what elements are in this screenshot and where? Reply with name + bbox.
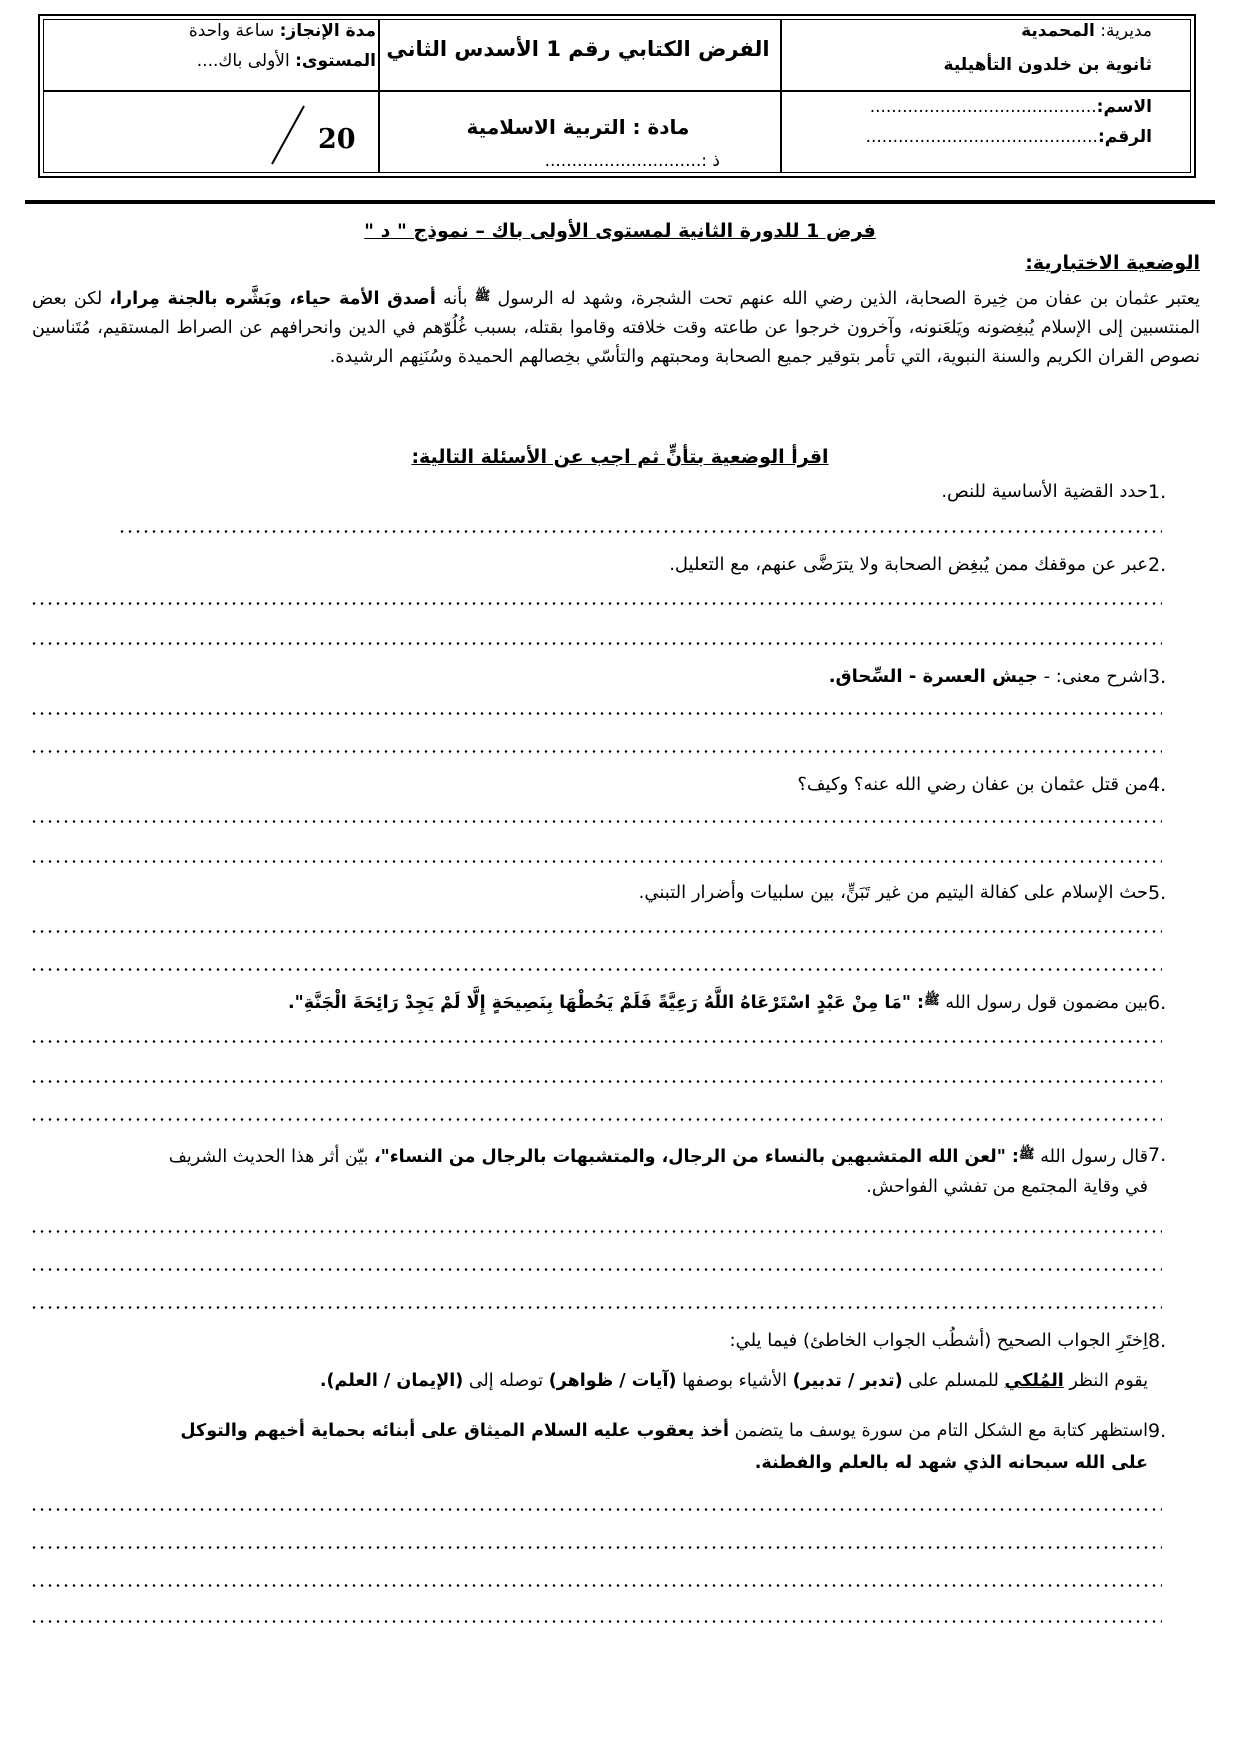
q8-part: توصله إلى xyxy=(468,1371,544,1391)
q7-prompt: قال رسول الله xyxy=(1040,1147,1148,1167)
q6-text xyxy=(288,986,1148,1018)
teacher-line: ذ :............................. xyxy=(544,151,720,171)
pbuh-symbol: ﷺ xyxy=(924,993,940,1008)
answer-line[interactable] xyxy=(30,712,1162,715)
number-label: الرقم: xyxy=(1097,127,1152,147)
number-line[interactable] xyxy=(792,126,1152,148)
pbuh-symbol: ﷺ xyxy=(474,289,491,304)
instructions: اقرأ الوضعية بتأنٍّ ثم اجب عن الأسئلة التالية: xyxy=(411,446,829,468)
answer-line[interactable] xyxy=(30,1508,1162,1511)
q6-hadith: : "مَا مِنْ عَبْدٍ اسْتَرْعَاهُ اللَّهُ رَعِيَّةً فَلَمْ يَحُطْهَا بِنَصِيحَةٍ إِلَّا لَمْ يَجِدْ رَائِحَةَ الْجَنَّةِ". xyxy=(288,993,925,1013)
q3-terms: جيش العسرة - السِّحاق. xyxy=(828,666,1038,687)
q9-number: 9. xyxy=(1148,1420,1167,1442)
answer-line[interactable] xyxy=(30,642,1162,645)
answer-line[interactable] xyxy=(30,1080,1162,1083)
q3-prompt: اشرح معنى: - xyxy=(1043,666,1148,687)
situation-part-3: لكن بعض المنتسبين إلى الإسلام يُبغِضونه ويَلعَنونه، وآخرون خرجوا عن طاعته وقت خلافته وقاموا بقتله، بسبب غُلُوّهم في الدين وانحرافهم عن الصراط المستقيم، مُتَناسين نصوص القران الكريم والسنة النبوية، التي تأمر بتوقير جميع الصحابة ومحبتهم والتأسّي بخِصالهم الحميدة وسُنَنِهم الرشيدة. xyxy=(32,289,1200,367)
pbuh-symbol: ﷺ xyxy=(1018,1147,1035,1162)
subject-label: مادة : xyxy=(632,115,690,139)
situation-heading: الوضعية الاختبارية: xyxy=(1025,252,1200,274)
answer-line[interactable] xyxy=(30,1230,1162,1233)
q7-hadith: : "لعن الله المتشبهين بالنساء من الرجال، والمتشبهات بالرجال من النساء"، xyxy=(373,1147,1019,1167)
answer-line[interactable] xyxy=(30,1040,1162,1043)
page-title: فرض 1 للدورة الثانية لمستوى الأولى باك – نموذج " د " xyxy=(364,220,876,242)
q7-text xyxy=(169,1140,1148,1172)
q2-text: عبر عن موقفك ممن يُبغِض الصحابة ولا يترَضَّى عنهم، مع التعليل. xyxy=(669,554,1148,575)
situation-part-2: بأنه xyxy=(442,289,468,309)
q2-number: 2. xyxy=(1148,554,1167,576)
duration-label: مدة الإنجاز: xyxy=(279,21,376,41)
q7-number: 7. xyxy=(1148,1144,1167,1166)
q8-part: للمسلم على xyxy=(908,1371,999,1391)
answer-line[interactable] xyxy=(30,1584,1162,1587)
subject-value: التربية الاسلامية xyxy=(466,115,626,139)
answer-line[interactable] xyxy=(30,750,1162,753)
q1-text: حدد القضية الأساسية للنص. xyxy=(941,481,1148,502)
q8-number: 8. xyxy=(1148,1330,1167,1352)
q8-part: الأشياء بوصفها xyxy=(682,1371,788,1391)
answer-line[interactable] xyxy=(30,1268,1162,1271)
directorate-line xyxy=(792,20,1152,42)
q8-statement xyxy=(320,1366,1148,1396)
directorate-label: مديرية: xyxy=(1100,21,1152,41)
name-dots: .......................................... xyxy=(869,97,1097,117)
level-line xyxy=(150,50,376,72)
directorate-value: المحمدية xyxy=(1021,21,1095,41)
answer-line[interactable] xyxy=(30,1620,1162,1623)
q9-bold-2: على الله سبحانه الذي شهد له بالعلم والفطنة. xyxy=(754,1453,1148,1473)
q8-part: يقوم النظر xyxy=(1069,1371,1148,1391)
q6-prompt: بين مضمون قول رسول الله xyxy=(945,993,1148,1013)
q1-number: 1. xyxy=(1148,481,1167,503)
situation-text xyxy=(32,282,1200,372)
answer-line[interactable] xyxy=(30,820,1162,823)
score-slash xyxy=(268,104,308,166)
name-label: الاسم: xyxy=(1096,97,1152,117)
level-label: المستوى: xyxy=(295,51,376,71)
q4-text: من قتل عثمان بن عفان رضي الله عنه؟ وكيف؟ xyxy=(797,774,1148,795)
number-dots: ........................................... xyxy=(865,127,1098,147)
answer-line[interactable] xyxy=(118,530,1162,533)
answer-line[interactable] xyxy=(30,1118,1162,1121)
q8-keyword: المُلكي xyxy=(1004,1371,1064,1391)
duration-line xyxy=(150,20,376,42)
q7-prompt-2: بيّن أثر هذا الحديث الشريف xyxy=(168,1147,369,1167)
q8-choice-3[interactable]: (الإيمان / العلم). xyxy=(319,1371,464,1391)
subject-line xyxy=(380,116,776,138)
q9-prompt: استظهر كتابة مع الشكل التام من سورة يوسف ما يتضمن xyxy=(734,1421,1148,1441)
q8-text: اِختَرِ الجواب الصحيح (أشطُب الجواب الخاطئ) فيما يلي: xyxy=(729,1330,1148,1351)
q9-bold-1: أخذ يعقوب عليه السلام الميثاق على أبنائه بحماية أخيهم والتوكل xyxy=(180,1421,730,1441)
score-total: 20 xyxy=(318,124,356,155)
duration-value: ساعة واحدة xyxy=(188,21,275,41)
exam-title: الفرض الكتابي رقم 1 الأسدس الثاني xyxy=(386,37,770,61)
answer-line[interactable] xyxy=(30,1546,1162,1549)
q5-number: 5. xyxy=(1148,882,1167,904)
situation-bold-part: أصدق الأمة حياء، وبَشَّره بالجنة مِرارا، xyxy=(109,289,436,309)
answer-line[interactable] xyxy=(30,1306,1162,1309)
answer-line[interactable] xyxy=(30,930,1162,933)
situation-part-1: يعتبر عثمان بن عفان من خِيرة الصحابة، الذين رضي الله عنهم تحت الشجرة، وشهد له الرسول xyxy=(497,289,1200,309)
q7-text-line2: في وقاية المجتمع من تفشي الفواحش. xyxy=(866,1177,1148,1197)
header-divider xyxy=(25,200,1215,204)
q3-text xyxy=(829,662,1148,692)
level-value: الأولى باك.... xyxy=(196,51,290,71)
q3-number: 3. xyxy=(1148,666,1167,688)
q6-number: 6. xyxy=(1148,992,1167,1014)
q8-choice-2[interactable]: (آيات / ظواهر) xyxy=(548,1371,677,1391)
answer-line[interactable] xyxy=(30,860,1162,863)
answer-line[interactable] xyxy=(30,602,1162,605)
q5-text: حث الإسلام على كفالة اليتيم من غير تَبَنٍّ، بين سلبيات وأضرار التبني. xyxy=(638,882,1148,903)
q4-number: 4. xyxy=(1148,774,1167,796)
q9-text xyxy=(180,1416,1148,1446)
name-line[interactable] xyxy=(792,96,1152,118)
school-name: ثانوية بن خلدون التأهيلية xyxy=(943,55,1152,75)
q8-choice-1[interactable]: (تدبر / تدبير) xyxy=(792,1371,903,1391)
answer-line[interactable] xyxy=(30,968,1162,971)
